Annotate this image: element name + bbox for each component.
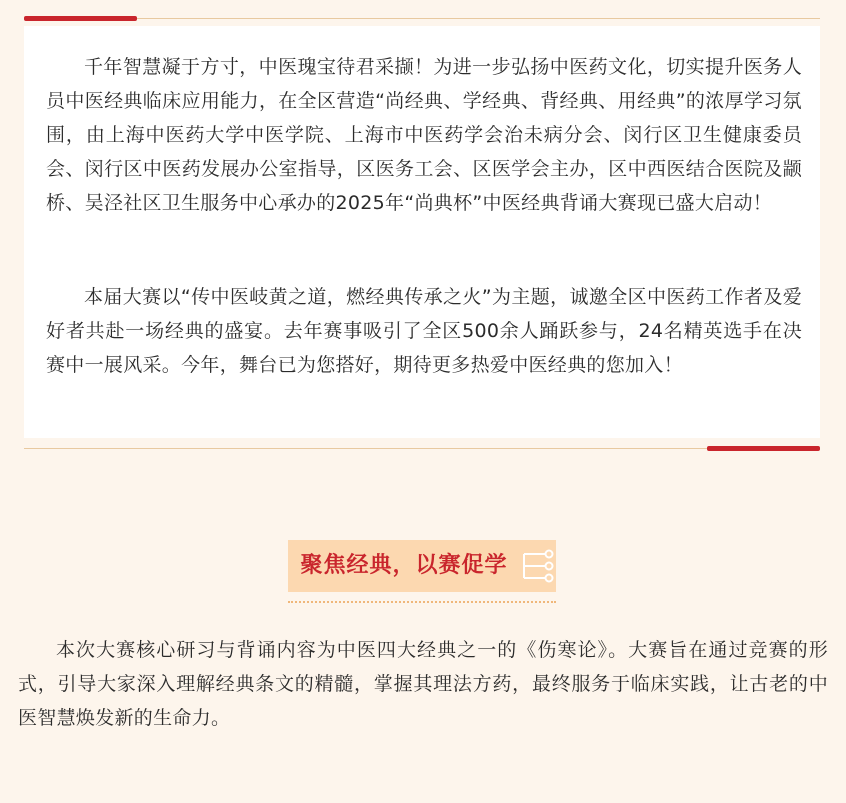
section-paragraph: 本次大赛核心研习与背诵内容为中医四大经典之一的《伤寒论》。大赛旨在通过竞赛的形式，引导大家深入理解经典条文的精髓，掌握其理法方药，最终服务于临床实践，让古老的中医智慧焕发新的生命力。 [18, 639, 828, 729]
section-header [288, 540, 556, 592]
frame-top-accent-bar [24, 16, 137, 21]
circuit-dots-icon [520, 540, 556, 592]
section-header-dotted-rule [288, 601, 556, 603]
frame-bottom-rule [24, 448, 820, 449]
section-title: 聚焦经典，以赛促学 [300, 553, 508, 578]
frame-bottom-accent-bar [707, 446, 820, 451]
frame-top-rule [24, 18, 820, 19]
intro-paragraph-2: 本届大赛以“传中医岐黄之道，燃经典传承之火”为主题，诚邀全区中医药工作者及爱好者共赴一场经典的盛宴。去年赛事吸引了全区500余人踊跃参与，24名精英选手在决赛中一展风采。今年，舞台已为您搭好，期待更多热爱中医经典的您加入！ [46, 286, 802, 376]
intro-paragraph-1: 千年智慧凝于方寸，中医瑰宝待君采撷！为进一步弘扬中医药文化，切实提升医务人员中医经典临床应用能力，在全区营造“尚经典、学经典、背经典、用经典”的浓厚学习氛围，由上海中医药大学中医学院、上海市中医药学会治未病分会、闵行区卫生健康委员会、闵行区中医药发展办公室指导，区医务工会、区医学会主办，区中西医结合医院及颛桥、吴泾社区卫生服务中心承办的2025年“尚典杯”中医经典背诵大赛现已盛大启动！ [46, 56, 802, 214]
